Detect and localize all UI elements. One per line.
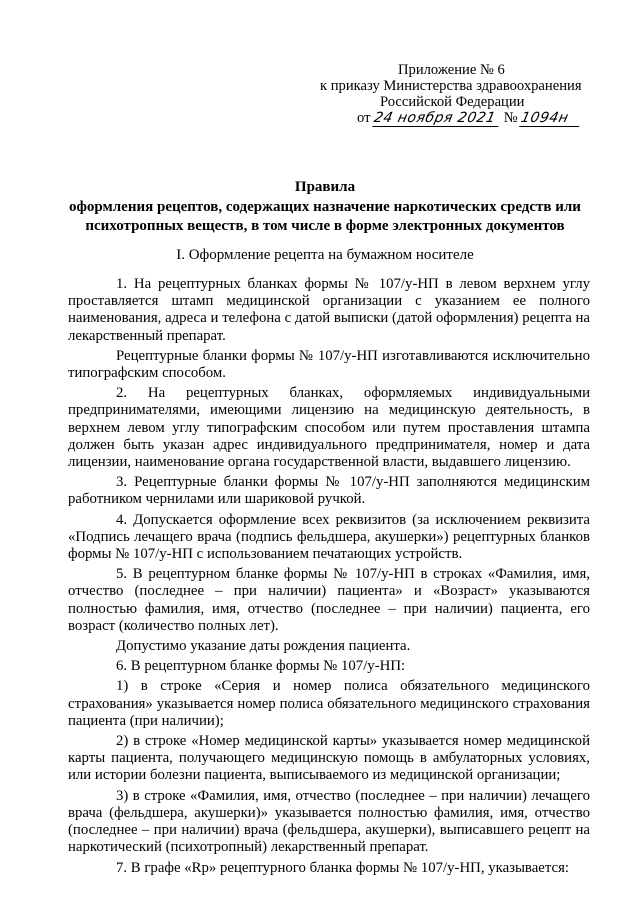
handwritten-number: 1094н [520, 110, 584, 127]
paragraph: 3. Рецептурные бланки формы № 107/у-НП заполняются медицинским работником чернилами или шариковой ручкой. [68, 474, 590, 508]
paragraph: 5. В рецептурном бланке формы № 107/у-НП в строках «Фамилия, имя, отчество (последнее – при наличии) пациента» и «Возраст» указываются полностью фамилия, имя, отчество (последнее – при наличии) пациента, его возраст (количество полных лет). [68, 566, 590, 634]
appendix-header [320, 62, 590, 127]
appendix-number: Приложение № 6 [398, 62, 505, 78]
paragraph: 1. На рецептурных бланках формы № 107/у-НП в левом верхнем углу проставляется штамп медицинской организации с указанием ее полного наименования, адреса и телефона с датой выписки (датой оформления) рецепта на лекарственный препарат. [68, 276, 590, 344]
title-line-2: оформления рецептов, содержащих назначение наркотических средств или [69, 198, 581, 215]
paragraph: 3) в строке «Фамилия, имя, отчество (последнее – при наличии) лечащего врача (фельдшера, акушерки)» указывается полностью фамилия, имя, отчество (последнее – при наличии) врача (фельдшера, акушерки), выписавшего рецепт на наркотический (психотропный) лекарственный препарат. [68, 787, 590, 856]
from-label: от [357, 110, 371, 126]
paragraph: 7. В графе «Rp» рецептурного бланка формы № 107/у-НП, указывается: [116, 859, 569, 876]
paragraph: 1) в строке «Серия и номер полиса обязательного медицинского страхования» указывается номер полиса обязательного медицинского страхования пациента (при наличии); [68, 678, 590, 729]
paragraph: Рецептурные бланки формы № 107/у-НП изготавливаются исключительно типографским способом. [68, 347, 590, 382]
order-reference: к приказу Министерства здравоохранения [320, 78, 582, 94]
order-date-line [320, 110, 590, 127]
document-body [68, 276, 590, 880]
paragraph: 2) в строке «Номер медицинской карты» указывается номер медицинской карты пациента, получающего медицинскую помощь в амбулаторных условиях, или истории болезни пациента, выписываемого из медицинской организации; [68, 733, 590, 784]
document-title [60, 178, 590, 237]
federation-name: Российской Федерации [380, 94, 525, 110]
title-line-1: Правила [294, 179, 356, 195]
paragraph: Допустимо указание даты рождения пациента. [116, 638, 411, 655]
paragraph: 2. На рецептурных бланках, оформляемых индивидуальными предпринимателями, имеющими лицензию на медицинскую деятельность, в верхнем левом углу типографским способом или путем проставления штампа должен быть указан адрес индивидуального предпринимателя, номер и дата лицензии, наименование органа государственной власти, выдавшего лицензию. [68, 385, 590, 471]
section-heading: I. Оформление рецепта на бумажном носителе [176, 247, 474, 263]
paragraph: 4. Допускается оформление всех реквизитов (за исключением реквизита «Подпись лечащего врача (подпись фельдшера, акушерки») рецептурных бланков формы № 107/у-НП с использованием печатающих устройств. [68, 511, 590, 563]
title-line-3: психотропных веществ, в том числе в форме электронных документов [85, 218, 565, 234]
paragraph: 6. В рецептурном бланке формы № 107/у-НП: [116, 658, 406, 675]
handwritten-date: 24 ноября 2021 [372, 110, 502, 127]
number-label: № [503, 110, 518, 126]
